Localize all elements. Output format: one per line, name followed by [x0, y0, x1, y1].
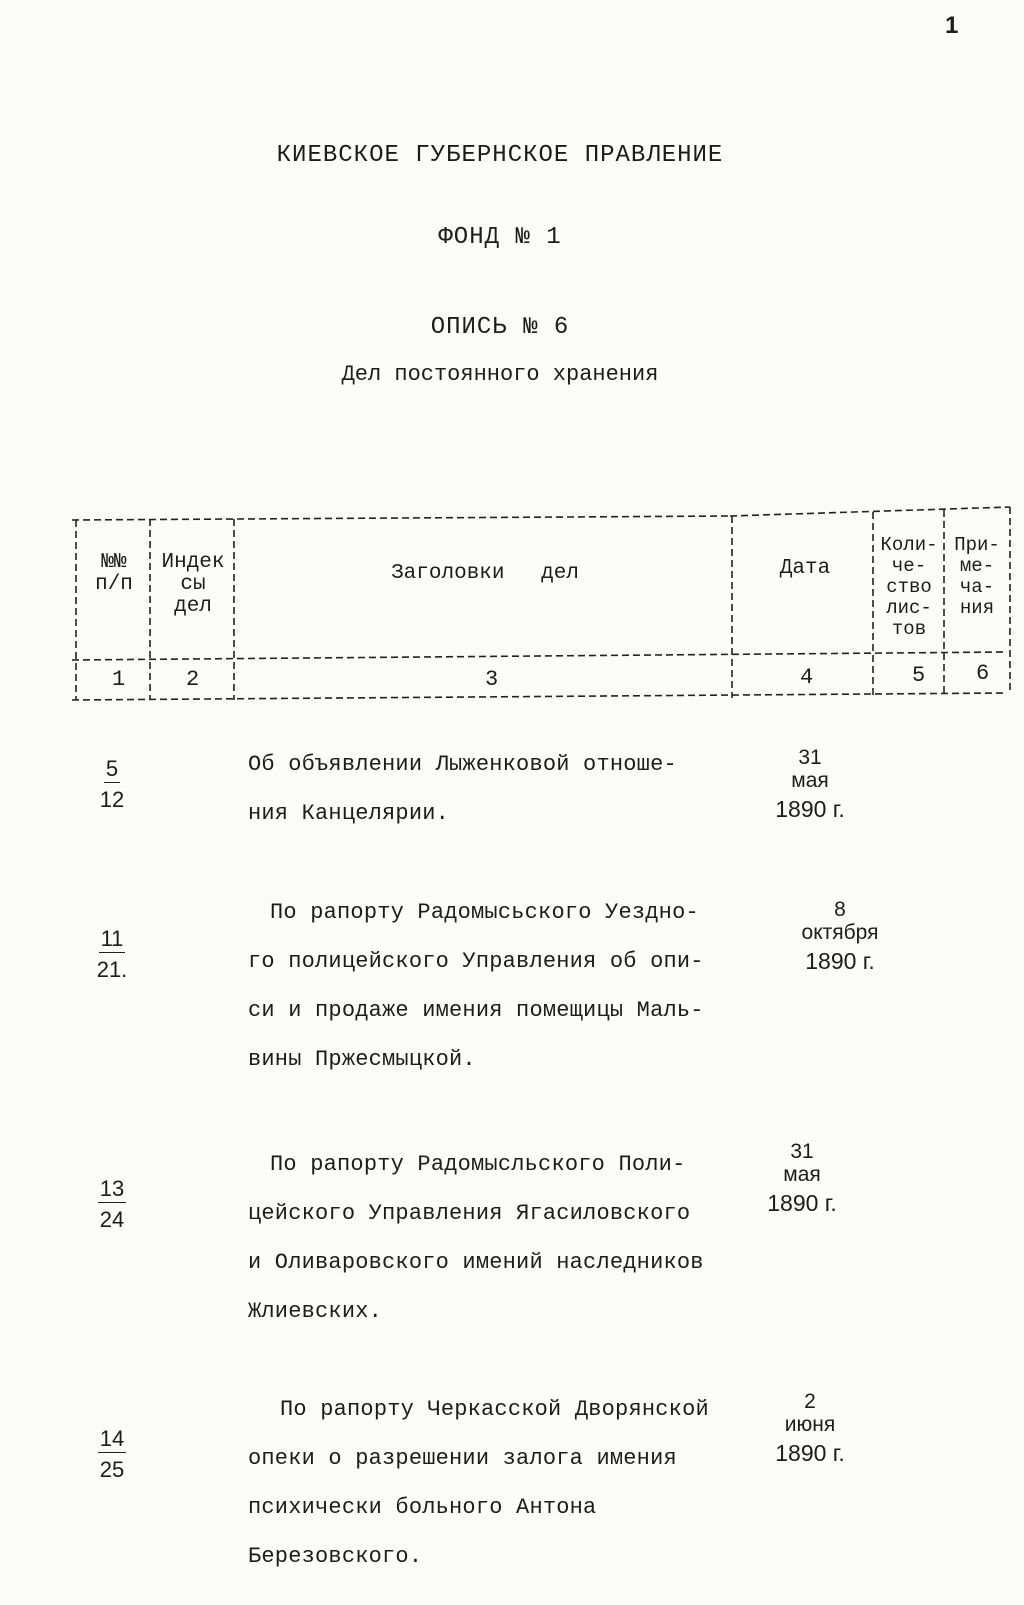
entry-4-date: 2 июня 1890 г.: [775, 1390, 845, 1466]
entry-2-date: 8 октября 1890 г.: [801, 898, 879, 974]
col-num-4: 4: [800, 665, 814, 690]
institution-title: КИЕВСКОЕ ГУБЕРНСКОЕ ПРАВЛЕНИЕ: [276, 142, 724, 169]
entry-1-date: 31 мая 1890 г.: [775, 746, 845, 822]
entry-4-number: 14 25: [99, 1426, 125, 1482]
col-header-3: Заголовки дел: [391, 562, 579, 585]
page-number: 1: [945, 12, 959, 39]
subtitle: Дел постоянного хранения: [341, 362, 659, 387]
col-header-6: При- ме- ча- ния: [954, 534, 1000, 619]
fond-title: ФОНД № 1: [438, 224, 562, 251]
col-header-1: №№ п/п: [95, 551, 133, 596]
col-header-4: Дата: [779, 557, 831, 580]
entry-2-number: 11 21.: [96, 926, 128, 982]
col-num-2: 2: [186, 667, 200, 692]
entry-2-title: По рапорту Радомысьского Уездно- го полицейского Управления об опи- си и продаже имения помещицы Маль- вины Пржесмыцкой.: [248, 900, 704, 1072]
opis-title: ОПИСЬ № 6: [430, 314, 570, 341]
entry-3-title: По рапорту Радомысльского Поли- цейского Управления Ягасиловского и Оливаровского имений наследников Жлиевских.: [248, 1152, 704, 1324]
entry-1-number: 5 12: [99, 756, 125, 812]
entry-3-number: 13 24: [99, 1176, 125, 1232]
col-num-5: 5: [912, 663, 926, 688]
col-num-3: 3: [485, 667, 499, 692]
col-header-2: Индек сы дел: [161, 551, 225, 618]
entry-4-title: По рапорту Черкасской Дворянской опеки о разрешении залога имения психически больного Антона Березовского.: [248, 1397, 709, 1569]
entry-3-date: 31 мая 1890 г.: [767, 1140, 837, 1216]
col-header-5: Коли- че- ство лис- тов: [880, 534, 938, 640]
entry-1-title: Об объявлении Лыженковой отноше- ния Канцелярии.: [248, 752, 677, 826]
col-num-6: 6: [976, 661, 990, 686]
col-num-1: 1: [112, 667, 126, 692]
